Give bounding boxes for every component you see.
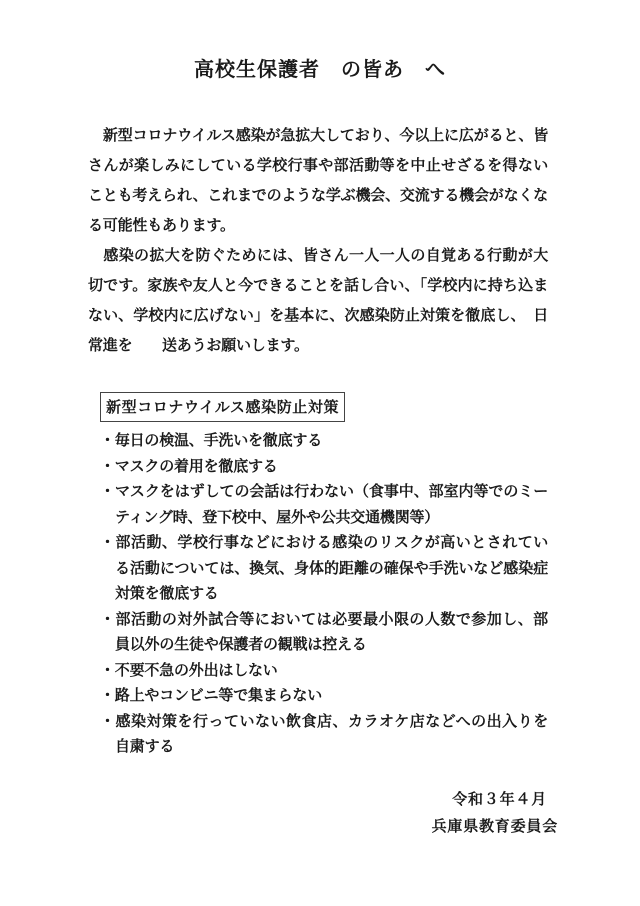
paragraph-line: 常進を 送あうお願いします。 (88, 337, 309, 354)
paragraph-line: ことも考えられ、これまでのような学ぶ機会、交流する機会がなくな (88, 187, 548, 204)
countermeasures-list (100, 428, 548, 760)
footer-date: 令和３年４月 (452, 791, 547, 808)
countermeasures-box-heading: 新型コロナウイルス感染防止対策 (100, 392, 345, 422)
list-item-continuation: 対策を徹底する (115, 585, 219, 602)
list-item-continuation: 員以外の生徒や保護者の観戦は控える (115, 636, 367, 653)
paragraph-line: 感染の拡大を防ぐためには、皆さん一人一人の自覚ある行動が大 (88, 247, 548, 264)
list-item: ・マスクの着用を徹底する (100, 457, 278, 475)
list-item: ・感染対策を行っていない飲食店、カラオケ店などへの出入りを (100, 712, 548, 730)
paragraph-line: ない、学校内に広げない」を基本に、次感染防止対策を徹底し、 日 (88, 307, 548, 324)
list-item: ・マスクをはずしての会話は行わない（食事中、部室内等でのミー (100, 483, 548, 500)
list-item: ・不要不急の外出はしない (100, 661, 278, 679)
list-item-continuation: る活動については、換気、身体的距離の確保や手洗いなど感染症 (115, 559, 548, 577)
footer-signature (432, 786, 558, 840)
paragraph-line: 切です。家族や友人と今できることを話し合い、「学校内に持ち込ま (88, 277, 548, 294)
list-item: ・毎日の検温、手洗いを徹底する (100, 432, 323, 449)
list-item-continuation: 自粛する (115, 738, 175, 755)
paragraph-line: さんが楽しみにしている学校行事や部活動等を中止せざるを得ない (88, 157, 548, 174)
paragraph-line: る可能性もあります。 (88, 217, 235, 234)
list-item-continuation: ティング時、登下校中、屋外や公共交通機関等） (115, 508, 440, 526)
page-title: 高校生保護者 の皆あ へ (194, 59, 446, 81)
list-item: ・路上やコンビニ等で集まらない (100, 687, 323, 704)
list-item: ・部活動の対外試合等においては必要最小限の人数で参加し、部 (100, 610, 548, 628)
list-item: ・部活動、学校行事などにおける感染のリスクが高いとされてい (100, 534, 548, 551)
intro-paragraphs (88, 121, 548, 361)
footer-organization: 兵庫県教育委員会 (431, 818, 558, 835)
paragraph-line: 新型コロナウイルス感染が急拡大しており、今以上に広がると、皆 (88, 127, 548, 144)
